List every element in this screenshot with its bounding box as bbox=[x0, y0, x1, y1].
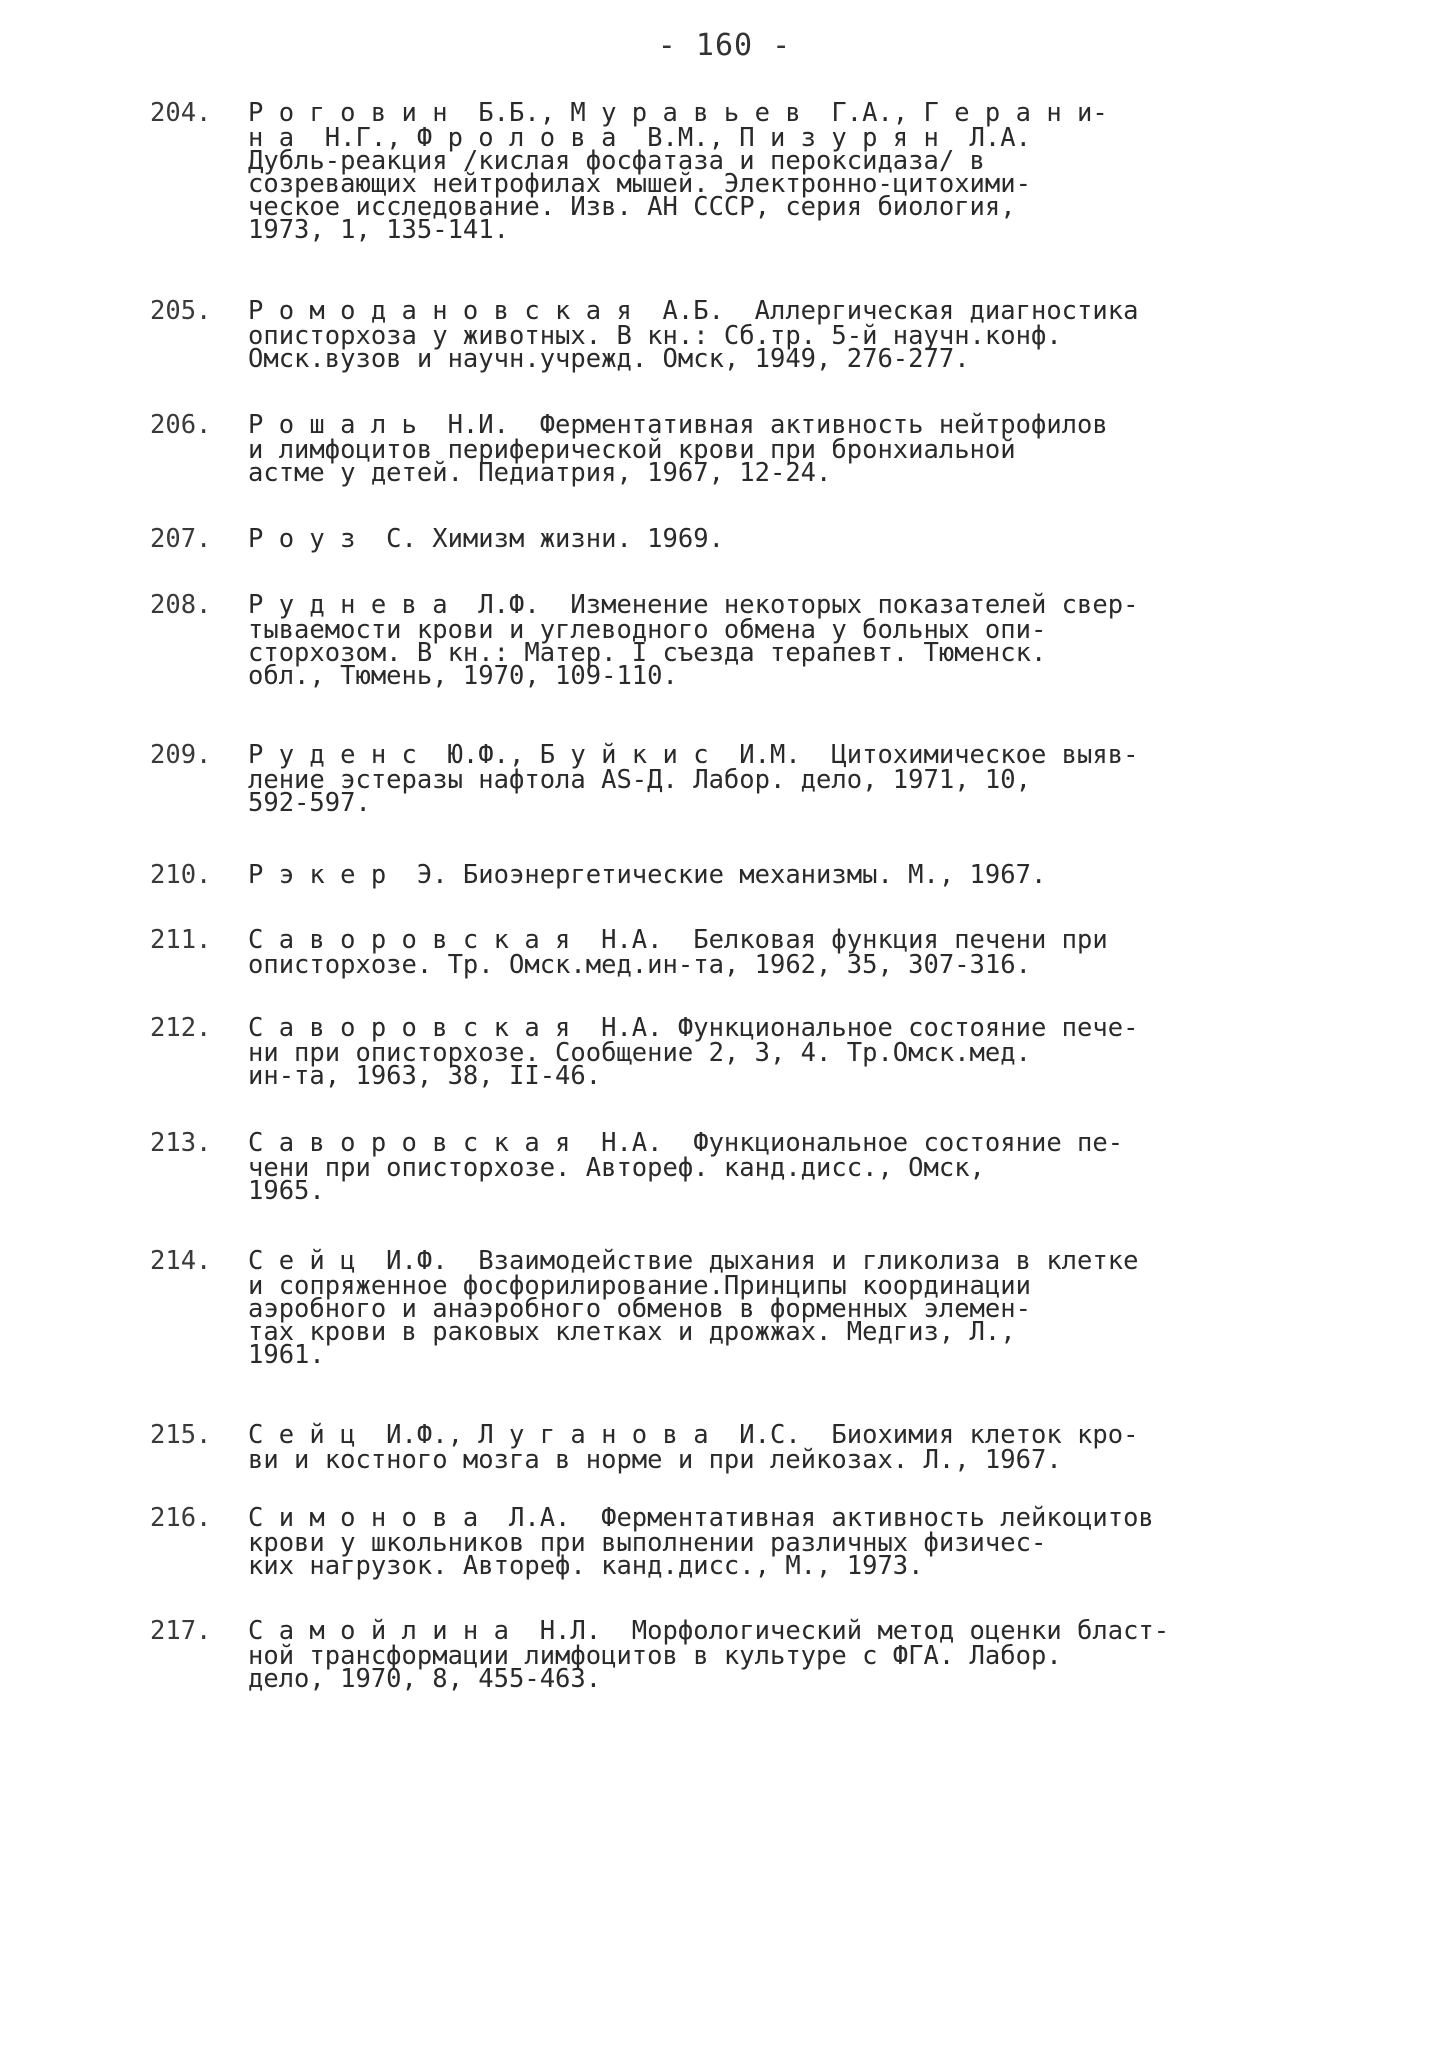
entry-line: обл., Тюмень, 1970, 109-110. bbox=[248, 661, 678, 691]
entry-line: Р у д н е в а Л.Ф. Изменение некоторых показателей свер- bbox=[248, 590, 1139, 620]
entry-text bbox=[248, 524, 1330, 554]
entry-line: н а Н.Г., Ф р о л о в а В.М., П и з у р я н Л.А. bbox=[248, 123, 1031, 153]
entry-number: 205. bbox=[150, 296, 212, 326]
entry-line: аэробного и анаэробного обменов в форменных элемен- bbox=[248, 1294, 1031, 1324]
entry-line: 1973, 1, 135-141. bbox=[248, 215, 509, 245]
entry-text bbox=[248, 1503, 1330, 1581]
entry-number: 211. bbox=[150, 925, 212, 955]
bibliography-entry bbox=[150, 1420, 1330, 1475]
entry-text bbox=[248, 1013, 1330, 1091]
entry-line: описторхоза у животных. В кн.: Сб.тр. 5-й научн.конф. bbox=[248, 321, 1062, 351]
entry-number: 210. bbox=[150, 860, 212, 890]
entry-line: Р о г о в и н Б.Б., М у р а в ь е в Г.А., Г е р а н и- bbox=[248, 98, 1108, 128]
entry-line: ких нагрузок. Автореф. канд.дисс., М., 1973. bbox=[248, 1551, 924, 1581]
entry-text bbox=[248, 590, 1330, 691]
entry-line: Р о у з С. Химизм жизни. 1969. bbox=[248, 524, 724, 554]
entry-number: 208. bbox=[150, 590, 212, 620]
page-number: - 160 - bbox=[657, 28, 792, 63]
entry-line: ление эстеразы нафтола АS-Д. Лабор. дело, 1971, 10, bbox=[248, 765, 1031, 795]
entry-number: 213. bbox=[150, 1128, 212, 1158]
bibliography-entry bbox=[150, 296, 1330, 374]
bibliography-entry bbox=[150, 590, 1330, 691]
entry-line: сторхозом. В кн.: Матер. I съезда терапевт. Тюменск. bbox=[248, 638, 1047, 668]
bibliography-entry bbox=[150, 410, 1330, 488]
entry-number: 207. bbox=[150, 524, 212, 554]
entry-line: астме у детей. Педиатрия, 1967, 12-24. bbox=[248, 458, 832, 488]
entry-line: Р о ш а л ь Н.И. Ферментативная активность нейтрофилов bbox=[248, 410, 1108, 440]
entry-number: 204. bbox=[150, 98, 212, 128]
entry-number: 216. bbox=[150, 1503, 212, 1533]
entry-line: ви и костного мозга в норме и при лейкозах. Л., 1967. bbox=[248, 1445, 1062, 1475]
entry-text bbox=[248, 296, 1330, 374]
bibliography-entry bbox=[150, 1616, 1330, 1694]
entry-line: С и м о н о в а Л.А. Ферментативная активность лейкоцитов bbox=[248, 1503, 1154, 1533]
entry-line: Р у д е н с Ю.Ф., Б у й к и с И.М. Цитохимическое выяв- bbox=[248, 740, 1139, 770]
entry-line: чени при описторхозе. Автореф. канд.дисс., Омск, bbox=[248, 1153, 985, 1183]
entry-text bbox=[248, 410, 1330, 488]
entry-line: дело, 1970, 8, 455-463. bbox=[248, 1664, 602, 1694]
entry-text bbox=[248, 1246, 1330, 1370]
bibliography-entry bbox=[150, 860, 1330, 890]
entry-text bbox=[248, 740, 1330, 818]
entry-text bbox=[248, 1616, 1330, 1694]
entry-line: тах крови в раковых клетках и дрожжах. Медгиз, Л., bbox=[248, 1317, 1016, 1347]
entry-line: Р о м о д а н о в с к а я А.Б. Аллергическая диагностика bbox=[248, 296, 1139, 326]
bibliography-entry bbox=[150, 98, 1330, 245]
entry-line: С а в о р о в с к а я Н.А. Функциональное состояние пече- bbox=[248, 1013, 1139, 1043]
bibliography-entry bbox=[150, 1013, 1330, 1091]
entry-line: ческое исследование. Изв. АН СССР, серия биология, bbox=[248, 192, 1016, 222]
entry-line: Р э к е р Э. Биоэнергетические механизмы. М., 1967. bbox=[248, 860, 1047, 890]
entry-text bbox=[248, 98, 1330, 245]
entry-line: созревающих нейтрофилах мышей. Электронно-цитохими- bbox=[248, 169, 1031, 199]
entry-line: 592-597. bbox=[248, 788, 371, 818]
entry-number: 212. bbox=[150, 1013, 212, 1043]
bibliography-entry bbox=[150, 740, 1330, 818]
entry-line: С е й ц И.Ф., Л у г а н о в а И.С. Биохимия клеток кро- bbox=[248, 1420, 1139, 1450]
entry-line: ной трансформации лимфоцитов в культуре с ФГА. Лабор. bbox=[248, 1641, 1062, 1671]
entry-number: 215. bbox=[150, 1420, 212, 1450]
entry-line: С е й ц И.Ф. Взаимодействие дыхания и гликолиза в клетке bbox=[248, 1246, 1139, 1276]
entry-line: С а в о р о в с к а я Н.А. Функциональное состояние пе- bbox=[248, 1128, 1124, 1158]
entry-number: 209. bbox=[150, 740, 212, 770]
entry-text bbox=[248, 860, 1330, 890]
entry-number: 217. bbox=[150, 1616, 212, 1646]
entry-number: 206. bbox=[150, 410, 212, 440]
entry-text bbox=[248, 1420, 1330, 1475]
entry-line: тываемости крови и углеводного обмена у больных опи- bbox=[248, 615, 1047, 645]
bibliography-entry bbox=[150, 524, 1330, 554]
bibliography-entry bbox=[150, 925, 1330, 980]
entry-line: ин-та, 1963, 38, II-46. bbox=[248, 1061, 602, 1091]
entry-line: С а м о й л и н а Н.Л. Морфологический метод оценки бласт- bbox=[248, 1616, 1170, 1646]
bibliography-entry bbox=[150, 1246, 1330, 1370]
entry-line: Дубль-реакция /кислая фосфатаза и пероксидаза/ в bbox=[248, 146, 985, 176]
entry-line: описторхозе. Тр. Омск.мед.ин-та, 1962, 35, 307-316. bbox=[248, 950, 1031, 980]
entry-line: ни при описторхозе. Сообщение 2, 3, 4. Тр.Омск.мед. bbox=[248, 1038, 1031, 1068]
entry-line: и сопряженное фосфорилирование.Принципы координации bbox=[248, 1271, 1031, 1301]
entry-line: и лимфоцитов периферической крови при бронхиальной bbox=[248, 435, 1016, 465]
entry-line: Омск.вузов и научн.учрежд. Омск, 1949, 276-277. bbox=[248, 344, 970, 374]
bibliography-entry bbox=[150, 1503, 1330, 1581]
entry-line: С а в о р о в с к а я Н.А. Белковая функция печени при bbox=[248, 925, 1108, 955]
bibliography-entry bbox=[150, 1128, 1330, 1206]
entry-number: 214. bbox=[150, 1246, 212, 1276]
entry-line: 1965. bbox=[248, 1176, 325, 1206]
entry-text bbox=[248, 925, 1330, 980]
entry-text bbox=[248, 1128, 1330, 1206]
entry-line: 1961. bbox=[248, 1340, 325, 1370]
entry-line: крови у школьников при выполнении различных физичес- bbox=[248, 1528, 1047, 1558]
